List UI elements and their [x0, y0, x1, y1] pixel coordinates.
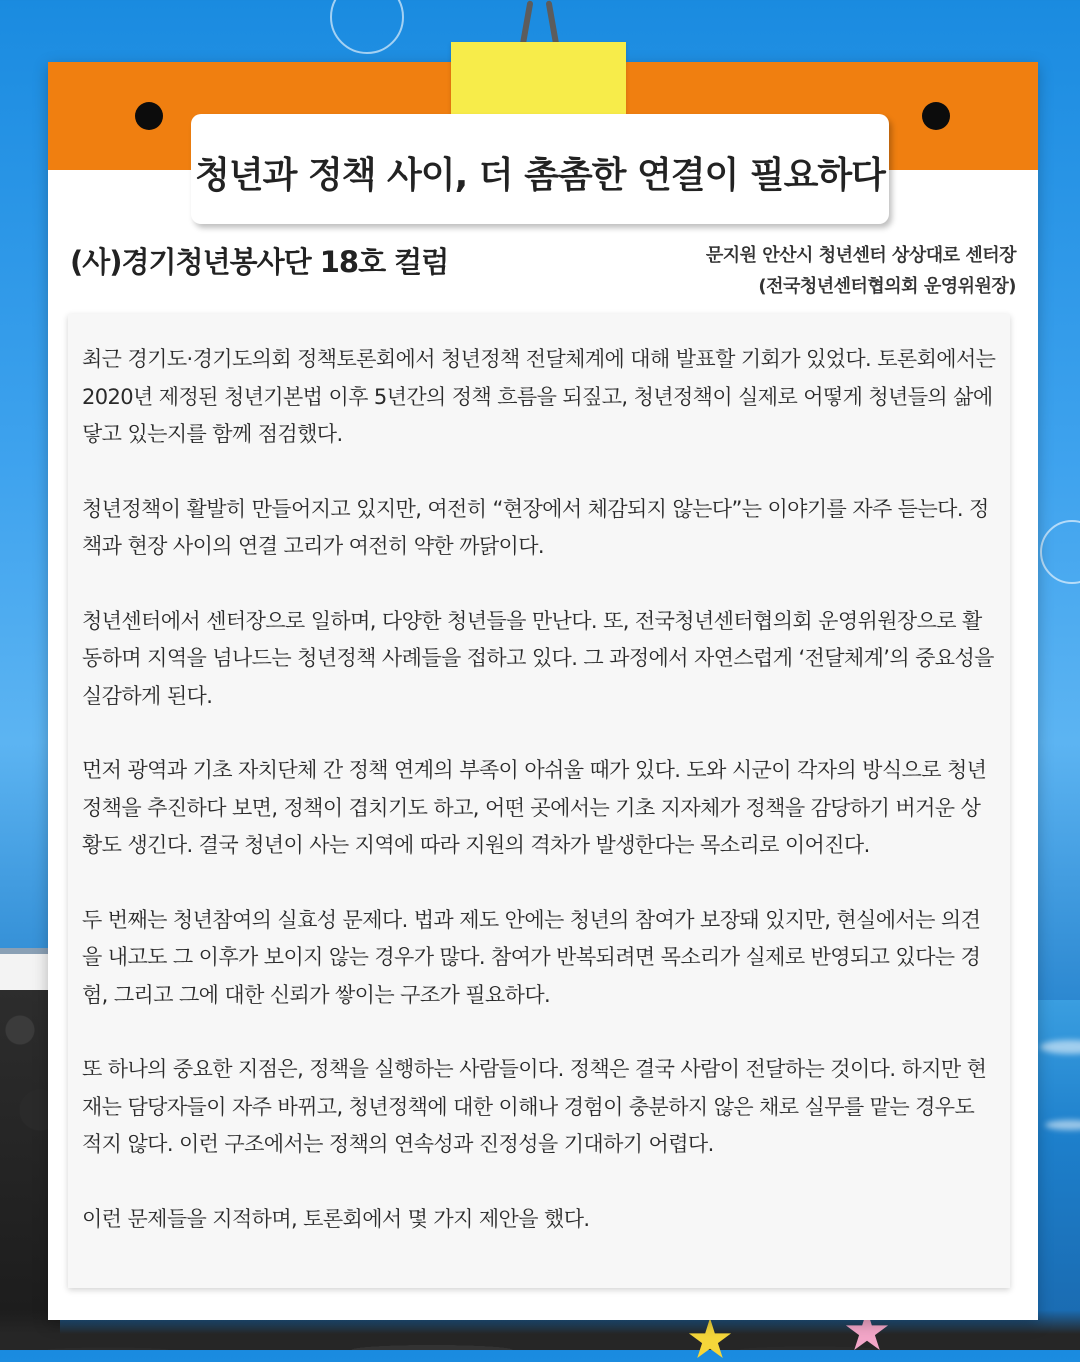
- pin-hole-right: [922, 102, 950, 130]
- paragraph: 이런 문제들을 지적하며, 토론회에서 몇 가지 제안을 했다.: [82, 1206, 590, 1231]
- house-background: [0, 948, 48, 996]
- author-info: [706, 240, 1016, 302]
- pin-hole-left: [135, 102, 163, 130]
- title-box: [191, 114, 889, 224]
- column-label: (사)경기청년봉사단 18호 컬럼: [70, 245, 449, 279]
- paragraph: 또 하나의 중요한 지점은, 정책을 실행하는 사람들이다. 정책은 결국 사람이 전달하는 것이다. 하지만 현재는 담당자들이 자주 바뀌고, 청년정책에 대한 이해나 경험이 충분하지 않은 채로 실무를 맡는 경우도 적지 않다. 이런 구조에서는 정책의 연속성과 진정성을 기대하기 어렵다.: [82, 1057, 987, 1156]
- paragraph: 최근 경기도·경기도의회 정책토론회에서 청년정책 전달체계에 대해 발표할 기회가 있었다. 토론회에서는 2020년 제정된 청년기본법 이후 5년간의 정책 흐름을 되짚고, 청년정책이 실제로 어떻게 청년들의 삶에 닿고 있는지를 함께 점검했다.: [82, 347, 996, 446]
- bubble-decoration: [330, 0, 404, 54]
- paragraph: 먼저 광역과 기초 자치단체 간 정책 연계의 부족이 아쉬울 때가 있다. 도와 시군이 각자의 방식으로 청년정책을 추진하다 보면, 정책이 겹치기도 하고, 어떤 곳에서는 기초 지자체가 정책을 감당하기 버거운 상황도 생긴다. 결국 청년이 사는 지역에 따라 지원의 격차가 발생한다는 목소리로 이어진다.: [82, 758, 987, 857]
- page-title: 청년과 정책 사이, 더 촘촘한 연결이 필요하다: [195, 154, 885, 196]
- article-body: [68, 314, 1010, 1238]
- paragraph: 두 번째는 청년참여의 실효성 문제다. 법과 제도 안에는 청년의 참여가 보장돼 있지만, 현실에서는 의견을 내고도 그 이후가 보이지 않는 경우가 많다. 참여가 반복되려면 목소리가 실제로 반영되고 있다는 경험, 그리고 그에 대한 신뢰가 쌓이는 구조가 필요하다.: [82, 907, 981, 1007]
- content-box: [68, 314, 1010, 1288]
- author-name: 문지원 안산시 청년센터 상상대로 센터장: [705, 245, 1016, 266]
- author-role: (전국청년센터협의회 운영위원장): [758, 276, 1016, 297]
- notice-board: [48, 62, 1038, 1320]
- paragraph: 청년센터에서 센터장으로 일하며, 다양한 청년들을 만난다. 또, 전국청년센터협의회 운영위원장으로 활동하며 지역을 넘나드는 청년정책 사례들을 접하고 있다. 그 과정에서 자연스럽게 ‘전달체계’의 중요성을 실감하게 된다.: [82, 608, 994, 708]
- bubble-decoration: [1040, 520, 1080, 584]
- paragraph: 청년정책이 활발히 만들어지고 있지만, 여전히 “현장에서 체감되지 않는다”는 이야기를 자주 듣는다. 정책과 현장 사이의 연결 고리가 여전히 약한 까닭이다.: [82, 496, 989, 558]
